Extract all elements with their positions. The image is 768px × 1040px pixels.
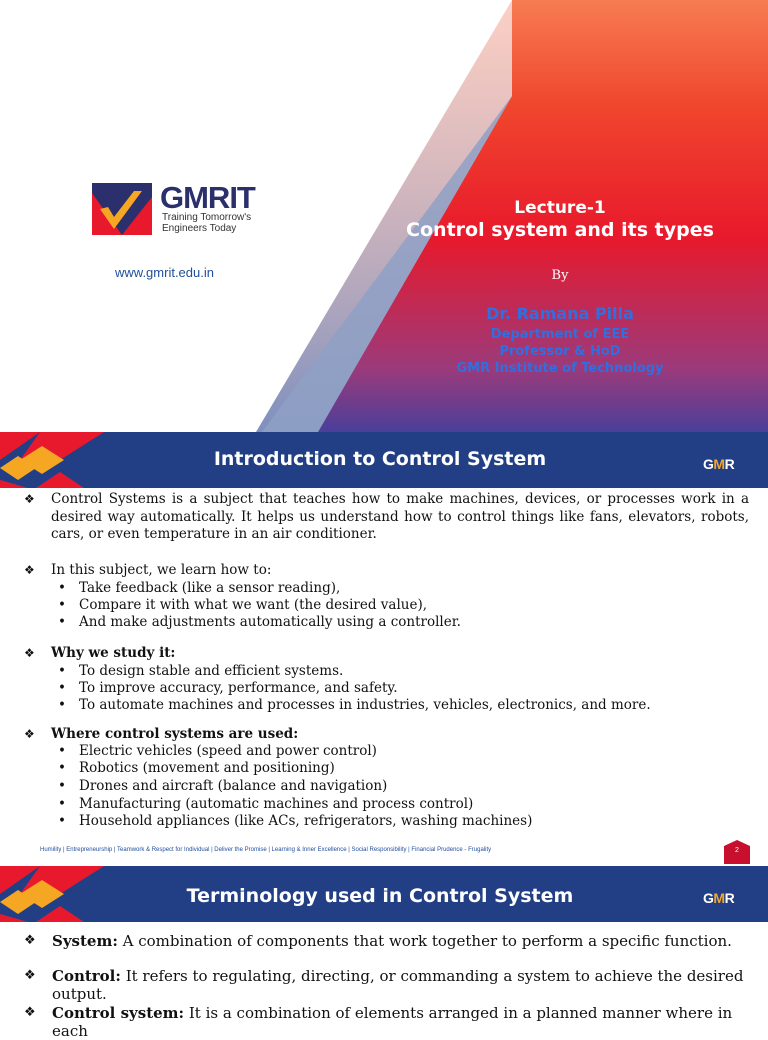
terminology-slide: [0, 866, 768, 1040]
diamond-bullet-icon: ❖: [24, 1005, 36, 1020]
term-item: ❖ Control: It refers to regulating, directing, or commanding a system to achieve the desired output.: [24, 967, 744, 1003]
diamond-bullet-icon: ❖: [24, 968, 36, 983]
diamond-bullet-icon: ❖: [24, 727, 35, 741]
list-item: • Manufacturing (automatic machines and process control): [58, 796, 474, 812]
list-item: • Robotics (movement and positioning): [58, 760, 335, 776]
author-designation: Professor & HoD: [499, 344, 621, 359]
where-bullet: ❖ Where control systems are used:: [24, 726, 299, 742]
list-item: • Drones and aircraft (balance and navigation): [58, 778, 388, 794]
author-institute: GMR Institute of Technology: [456, 361, 664, 376]
title-slide: [0, 0, 768, 432]
by-label: By: [551, 268, 569, 283]
values-footer: Humility | Entrepreneurship | Teamwork & Respect for Individual | Deliver the Promise | Learning & Inner Excellence | Social Responsibility | Financial Prudence - Frugality: [40, 847, 492, 853]
term-item: ❖ Control system: It is a combination of elements arranged in a planned manner where in each: [24, 1004, 733, 1040]
learn-bullet: ❖ In this subject, we learn how to:: [24, 562, 272, 578]
list-item: • Household appliances (like ACs, refrigerators, washing machines): [58, 813, 533, 829]
logo-wordmark: GMRIT: [160, 180, 255, 215]
list-item: • To design stable and efficient systems.: [58, 663, 344, 679]
author-department: Department of EEE: [490, 327, 630, 342]
list-item: • To improve accuracy, performance, and safety.: [58, 680, 398, 696]
lecture-title: Control system and its types: [406, 219, 714, 241]
header-decoration-icon: [0, 432, 110, 488]
gmr-brand-logo: GMR: [703, 890, 735, 906]
author-name: Dr. Ramana Pilla: [486, 304, 634, 323]
list-item: • And make adjustments automatically using a controller.: [58, 614, 461, 630]
slide-heading: Introduction to Control System: [213, 448, 547, 470]
term-item: ❖ System: A combination of components that work together to perform a specific function.: [24, 932, 732, 950]
gmr-brand-logo: GMR: [703, 456, 735, 472]
slide-header: [0, 432, 768, 488]
diamond-bullet-icon: ❖: [24, 563, 35, 577]
intro-slide: [0, 432, 768, 866]
page-number-badge: 2: [724, 840, 750, 864]
logo-tagline: Training Tomorrow's Engineers Today: [162, 212, 252, 234]
list-item: • Electric vehicles (speed and power control): [58, 743, 377, 759]
diamond-bullet-icon: ❖: [24, 646, 35, 660]
slide-heading: Terminology used in Control System: [186, 885, 574, 907]
lecture-number: Lecture-1: [514, 198, 606, 218]
why-bullet: ❖ Why we study it:: [24, 645, 176, 661]
diamond-bullet-icon: ❖: [24, 492, 35, 506]
header-decoration-icon: [0, 866, 110, 922]
slide-header: [0, 866, 768, 922]
website-link[interactable]: www.gmrit.edu.in: [115, 265, 214, 280]
diamond-bullet-icon: ❖: [24, 933, 36, 948]
list-item: • To automate machines and processes in industries, vehicles, electronics, and more.: [58, 697, 651, 713]
list-item: • Take feedback (like a sensor reading),: [58, 580, 341, 596]
list-item: • Compare it with what we want (the desired value),: [58, 597, 428, 613]
gmrit-logo-icon: [92, 183, 152, 235]
gmrit-logo: [92, 180, 272, 240]
intro-bullet: ❖ Control Systems is a subject that teaches how to make machines, devices, or processes work in a desired way automatically. It helps us understand how to control things like fans, elevators, robots, cars, or even temperature in an air conditioner.: [24, 491, 749, 542]
